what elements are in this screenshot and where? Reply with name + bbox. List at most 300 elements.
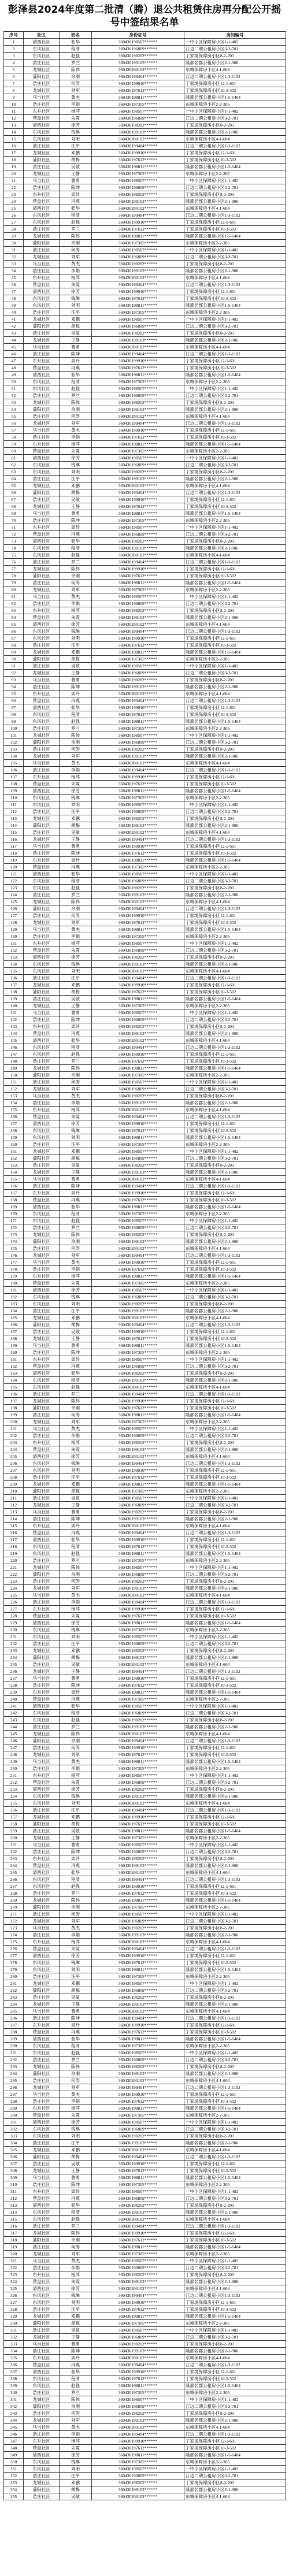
cell-room-number: 丁家垅保障房小区12-1-601 — [184, 1328, 286, 1335]
table-row — [4, 1044, 286, 1051]
cell-index: 72 — [4, 531, 24, 538]
cell-community: 浩庄社区 — [24, 975, 60, 982]
cell-name: 曹勇 — [60, 1009, 92, 1016]
cell-community: 东风社区 — [24, 385, 60, 392]
cell-id-number: 360430197305****** — [92, 864, 184, 871]
cell-community: 蒲阳社区 — [24, 240, 60, 247]
cell-name: 钱琳 — [60, 961, 92, 968]
cell-name: 李娟 — [60, 1100, 92, 1107]
cell-name: 徐芳 — [60, 1453, 92, 1460]
cell-id-number: 360430199404****** — [92, 2084, 184, 2091]
cell-name: 余刚 — [60, 2403, 92, 2410]
cell-id-number: 360430198202****** — [92, 1717, 184, 1724]
cell-id-number: 360430198811****** — [92, 2313, 184, 2320]
table-row — [4, 2410, 286, 2417]
cell-name: 余刚 — [60, 2237, 92, 2244]
table-row — [4, 2001, 286, 2008]
cell-community: 东升社区 — [24, 191, 60, 198]
cell-index: 229 — [4, 1620, 24, 1627]
table-row — [4, 1543, 286, 1550]
cell-name: 胡梅 — [60, 1821, 92, 1828]
cell-id-number: 360430199103****** — [92, 2417, 184, 2424]
cell-name: 赵强 — [60, 219, 92, 226]
cell-room-number: 隆都名郡公租房小区2-1-906 — [184, 406, 286, 413]
table-row — [4, 1592, 286, 1599]
cell-room-number: 丁家垅保障房小区8-2-203 — [184, 1509, 286, 1516]
cell-index: 298 — [4, 2098, 24, 2105]
cell-name: 黄杰 — [60, 427, 92, 434]
table-row — [4, 600, 286, 607]
cell-community: 营盘社区 — [24, 2445, 60, 2452]
table-row — [4, 2195, 286, 2202]
cell-community: 东升社区 — [24, 1023, 60, 1030]
cell-community: 营盘社区 — [24, 198, 60, 205]
cell-room-number: 东城保障房小区2-2-305 — [184, 656, 286, 663]
cell-room-number: 隆都名郡公租房小区2-1-906 — [184, 2070, 286, 2077]
table-row — [4, 1696, 286, 1703]
cell-community: 浩庄社区 — [24, 2223, 60, 2230]
cell-id-number: 360430198507****** — [92, 1564, 184, 1571]
cell-id-number: 360430199910****** — [92, 1120, 184, 1127]
table-row — [4, 1807, 286, 1814]
table-row — [4, 2008, 286, 2015]
cell-name: 罗兰 — [60, 226, 92, 233]
cell-room-number: 隆都名郡公租房小区2-1-906 — [184, 1238, 286, 1245]
cell-community: 蒲阳社区 — [24, 1987, 60, 1994]
cell-community: 东升社区 — [24, 358, 60, 365]
cell-index: 157 — [4, 1120, 24, 1127]
cell-community: 龙城社区 — [24, 1502, 60, 1509]
table-row — [4, 2119, 286, 2126]
cell-room-number: 隆都名郡公租房小区1-5-1404 — [184, 857, 286, 864]
cell-index: 115 — [4, 829, 24, 836]
table-row — [4, 1252, 286, 1259]
cell-id-number: 360430196809****** — [92, 254, 184, 261]
cell-index: 323 — [4, 2271, 24, 2278]
table-row — [4, 767, 286, 774]
cell-community: 东升社区 — [24, 1190, 60, 1197]
cell-id-number: 360430199103****** — [92, 2348, 184, 2355]
cell-room-number: 隆都名郡公租房小区2-1-906 — [184, 476, 286, 482]
table-row — [4, 1238, 286, 1245]
cell-index: 11 — [4, 108, 24, 115]
table-row — [4, 198, 286, 205]
cell-id-number: 360430197612****** — [92, 365, 184, 372]
table-row — [4, 1772, 286, 1779]
cell-room-number: 东城保障房小区4-1-604 — [184, 1037, 286, 1044]
cell-community: 马当社区 — [24, 760, 60, 767]
cell-id-number: 360430198202****** — [92, 122, 184, 129]
cell-name: 黄杰 — [60, 593, 92, 600]
cell-index: 167 — [4, 1190, 24, 1197]
table-row — [4, 2265, 286, 2271]
cell-id-number: 360430200102****** — [92, 66, 184, 73]
cell-community: 龙城社区 — [24, 1315, 60, 1322]
cell-room-number: 东城保障房小区4-1-604 — [184, 66, 286, 73]
table-row — [4, 718, 286, 725]
cell-room-number: 丁家垅保障房小区8-2-203 — [184, 53, 286, 60]
cell-community: 浩庄社区 — [24, 1724, 60, 1731]
table-row — [4, 2348, 286, 2355]
cell-name: 汪平 — [60, 2140, 92, 2147]
cell-id-number: 360430200102****** — [92, 691, 184, 697]
cell-name: 余刚 — [60, 73, 92, 80]
cell-index: 328 — [4, 2306, 24, 2313]
cell-index: 199 — [4, 1412, 24, 1419]
cell-name: 曹勇 — [60, 677, 92, 684]
cell-community: 东风社区 — [24, 1294, 60, 1301]
cell-community: 龙城社区 — [24, 2084, 60, 2091]
cell-community: 蒲阳社区 — [24, 323, 60, 330]
cell-room-number: 隆都名郡公租房小区1-5-1404 — [184, 1342, 286, 1349]
cell-room-number: 丁家垅保障房小区12-1-601 — [184, 1883, 286, 1890]
cell-community: 马当社区 — [24, 1426, 60, 1432]
cell-community: 龙城社区 — [24, 2417, 60, 2424]
cell-name: 吴敏 — [60, 1994, 92, 2001]
table-row — [4, 1523, 286, 1530]
cell-id-number: 360430198202****** — [92, 1925, 184, 1932]
cell-index: 66 — [4, 489, 24, 496]
cell-index: 188 — [4, 1335, 24, 1342]
table-row — [4, 1432, 286, 1439]
cell-community: 马当社区 — [24, 2174, 60, 2181]
cell-community: 马当社区 — [24, 2091, 60, 2098]
cell-index: 101 — [4, 732, 24, 739]
cell-room-number: 江边二期公租房小区1-3-1102 — [184, 2015, 286, 2022]
cell-room-number: 隆都名郡公租房小区1-5-1404 — [184, 649, 286, 656]
cell-name: 刘明 — [60, 302, 92, 309]
cell-room-number: 江边二期公租房小区1-3-1102 — [184, 1946, 286, 1953]
cell-index: 320 — [4, 2251, 24, 2258]
cell-id-number: 360430197612****** — [92, 226, 184, 233]
cell-community: 龙城社区 — [24, 1252, 60, 1259]
cell-community: 浩庄社区 — [24, 330, 60, 337]
table-row — [4, 1779, 286, 1786]
cell-index: 165 — [4, 1176, 24, 1183]
cell-community: 蒲阳社区 — [24, 989, 60, 996]
cell-index: 322 — [4, 2265, 24, 2271]
cell-community: 浩庄社区 — [24, 2348, 60, 2355]
cell-community: 浩庄社区 — [24, 1973, 60, 1980]
table-row — [4, 2154, 286, 2161]
cell-id-number: 360430197305****** — [92, 170, 184, 177]
cell-id-number: 360430197612****** — [92, 1959, 184, 1966]
cell-id-number: 360430198811****** — [92, 94, 184, 101]
table-row — [4, 2216, 286, 2223]
cell-id-number: 360430196809****** — [92, 1224, 184, 1231]
cell-name: 冯燕 — [60, 1862, 92, 1869]
cell-room-number: 隆都名郡公租房小区2-1-906 — [184, 1516, 286, 1523]
cell-index: 355 — [4, 2493, 24, 2500]
cell-community: 东升社区 — [24, 1939, 60, 1946]
cell-community: 浩庄社区 — [24, 2015, 60, 2022]
table-row — [4, 226, 286, 233]
table-row — [4, 372, 286, 378]
cell-room-number: 江边二期公租房小区1-3-1102 — [184, 143, 286, 150]
table-row — [4, 2341, 286, 2348]
cell-community: 东风社区 — [24, 2382, 60, 2389]
cell-name: 黄杰 — [60, 1592, 92, 1599]
cell-name: 刘军 — [60, 1585, 92, 1592]
cell-index: 206 — [4, 1460, 24, 1467]
cell-id-number: 360430198811****** — [92, 302, 184, 309]
cell-community: 蒲阳社区 — [24, 1738, 60, 1744]
cell-id-number: 360430199103****** — [92, 1793, 184, 1800]
table-row — [4, 1280, 286, 1287]
cell-community: 东升社区 — [24, 1772, 60, 1779]
cell-id-number: 360430200102****** — [92, 205, 184, 212]
cell-room-number: 东城保障房小区4-1-604 — [184, 691, 286, 697]
cell-id-number: 360430197305****** — [92, 1141, 184, 1148]
cell-index: 38 — [4, 295, 24, 302]
cell-index: 6 — [4, 73, 24, 80]
cell-index: 201 — [4, 1426, 24, 1432]
cell-id-number: 360430198507****** — [92, 177, 184, 184]
cell-index: 52 — [4, 392, 24, 399]
cell-name: 曹勇 — [60, 2341, 92, 2348]
cell-name: 刘明 — [60, 136, 92, 143]
cell-name: 朱霞 — [60, 1613, 92, 1620]
cell-room-number: 江边二期公租房小区3-2-701 — [184, 739, 286, 746]
cell-index: 64 — [4, 476, 24, 482]
cell-index: 247 — [4, 1744, 24, 1751]
cell-room-number: 隆都名郡公租房小区1-5-1404 — [184, 788, 286, 795]
table-row — [4, 1488, 286, 1495]
cell-id-number: 360430199404****** — [92, 836, 184, 843]
cell-room-number: 隆都名郡公租房小区2-1-906 — [184, 614, 286, 621]
cell-community: 蒲阳社区 — [24, 2486, 60, 2493]
cell-id-number: 360430199910****** — [92, 1744, 184, 1751]
cell-community: 清西社区 — [24, 1869, 60, 1876]
table-row — [4, 580, 286, 587]
cell-name: 刘军 — [60, 587, 92, 593]
cell-room-number: 江边二期公租房小区1-3-1102 — [184, 905, 286, 912]
table-row — [4, 1412, 286, 1419]
table-row — [4, 2278, 286, 2285]
cell-room-number: 隆都名郡公租房小区2-1-906 — [184, 1030, 286, 1037]
table-row — [4, 947, 286, 954]
cell-index: 290 — [4, 2043, 24, 2050]
cell-community: 浩庄社区 — [24, 892, 60, 899]
cell-index: 172 — [4, 1224, 24, 1231]
cell-id-number: 360430197612****** — [92, 2306, 184, 2313]
cell-room-number: 丁家垅保障房小区10-3-502 — [184, 1127, 286, 1134]
cell-community: 蒲阳社区 — [24, 1821, 60, 1828]
cell-id-number: 360430198811****** — [92, 788, 184, 795]
cell-name: 何涛 — [60, 2244, 92, 2251]
cell-community: 龙城社区 — [24, 2001, 60, 2008]
cell-index: 37 — [4, 288, 24, 295]
table-row — [4, 864, 286, 871]
cell-index: 51 — [4, 385, 24, 392]
cell-index: 284 — [4, 2001, 24, 2008]
cell-index: 22 — [4, 184, 24, 191]
cell-index: 286 — [4, 2015, 24, 2022]
cell-id-number: 360430199103****** — [92, 753, 184, 760]
cell-name: 邓鹏 — [60, 2313, 92, 2320]
cell-room-number: 东城保障房小区2-2-305 — [184, 1141, 286, 1148]
cell-room-number: 东城保障房小区4-1-604 — [184, 552, 286, 559]
cell-community: 浩庄社区 — [24, 1807, 60, 1814]
cell-id-number: 360430200102****** — [92, 136, 184, 143]
cell-id-number: 360430197612****** — [92, 1821, 184, 1828]
cell-id-number: 360430198811****** — [92, 233, 184, 240]
cell-id-number: 360430197305****** — [92, 1904, 184, 1911]
table-row — [4, 39, 286, 46]
cell-name: 邓鹏 — [60, 815, 92, 822]
cell-id-number: 360430198507****** — [92, 801, 184, 808]
table-row — [4, 2375, 286, 2382]
cell-name: 周玲 — [60, 1023, 92, 1030]
cell-id-number: 360430198202****** — [92, 399, 184, 406]
cell-id-number: 360430199103****** — [92, 2140, 184, 2147]
cell-name: 冯燕 — [60, 1363, 92, 1370]
cell-community: 清西社区 — [24, 2202, 60, 2209]
cell-index: 252 — [4, 1779, 24, 1786]
cell-name: 余刚 — [60, 1738, 92, 1744]
cell-index: 27 — [4, 219, 24, 226]
cell-name: 徐芳 — [60, 1786, 92, 1793]
cell-room-number: 一中小区保障房小区1-1-402 — [184, 801, 286, 808]
cell-community: 龙城社区 — [24, 1231, 60, 1238]
cell-room-number: 丁家垅保障房小区10-3-502 — [184, 226, 286, 233]
cell-room-number: 一中小区保障房小区1-1-402 — [184, 524, 286, 531]
cell-room-number: 东城保障房小区2-2-305 — [184, 2320, 286, 2327]
cell-room-number: 江边二期公租房小区3-2-701 — [184, 115, 286, 122]
cell-name: 赵强 — [60, 1051, 92, 1058]
cell-name: 程清 — [60, 2043, 92, 2050]
table-row — [4, 989, 286, 996]
cell-community: 浩庄社区 — [24, 1328, 60, 1335]
cell-id-number: 360430196809****** — [92, 1640, 184, 1647]
cell-room-number: 东城保障房小区4-1-604 — [184, 1107, 286, 1113]
cell-id-number: 360430196809****** — [92, 462, 184, 469]
cell-community: 清西社区 — [24, 1953, 60, 1959]
table-row — [4, 108, 286, 115]
cell-name: 程清 — [60, 711, 92, 718]
cell-room-number: 丁家垅保障房小区8-2-203 — [184, 261, 286, 268]
cell-name: 刘明 — [60, 801, 92, 808]
cell-index: 159 — [4, 1134, 24, 1141]
cell-id-number: 360430199103****** — [92, 2070, 184, 2077]
cell-index: 90 — [4, 656, 24, 663]
cell-room-number: 一中小区保障房小区1-1-402 — [184, 316, 286, 323]
table-row — [4, 2147, 286, 2154]
cell-id-number: 360430199404****** — [92, 905, 184, 912]
cell-id-number: 360430200102****** — [92, 2147, 184, 2154]
cell-id-number: 360430198202****** — [92, 1301, 184, 1308]
cell-id-number: 360430197305****** — [92, 1419, 184, 1426]
cell-community: 东风社区 — [24, 628, 60, 635]
cell-name: 吴敏 — [60, 1661, 92, 1668]
cell-community: 营盘社区 — [24, 1946, 60, 1953]
cell-index: 348 — [4, 2445, 24, 2452]
table-row — [4, 2029, 286, 2036]
cell-room-number: 隆都名郡公租房小区1-5-1404 — [184, 1966, 286, 1973]
cell-name: 黄杰 — [60, 760, 92, 767]
cell-room-number: 丁家垅保障房小区10-3-502 — [184, 711, 286, 718]
cell-room-number: 一中小区保障房小区1-1-402 — [184, 1634, 286, 1640]
table-row — [4, 1342, 286, 1349]
table-row — [4, 281, 286, 288]
cell-id-number: 360430199103****** — [92, 822, 184, 829]
cell-community: 浩庄社区 — [24, 2306, 60, 2313]
cell-index: 65 — [4, 482, 24, 489]
cell-community: 蒲阳社区 — [24, 1155, 60, 1162]
table-row — [4, 1384, 286, 1391]
cell-community: 营盘社区 — [24, 1113, 60, 1120]
cell-room-number: 隆都名郡公租房小区2-1-906 — [184, 2209, 286, 2216]
table-row — [4, 205, 286, 212]
table-row — [4, 1426, 286, 1432]
cell-id-number: 360430198202****** — [92, 1647, 184, 1654]
cell-index: 193 — [4, 1370, 24, 1377]
cell-name: 张华 — [60, 372, 92, 378]
cell-id-number: 360430197612****** — [92, 711, 184, 718]
cell-community: 浩庄社区 — [24, 1578, 60, 1585]
table-row — [4, 1731, 286, 1738]
cell-room-number: 江边二期公租房小区3-2-701 — [184, 1640, 286, 1647]
cell-index: 36 — [4, 281, 24, 288]
cell-name: 程清 — [60, 1876, 92, 1883]
cell-community: 龙城社区 — [24, 1731, 60, 1738]
cell-name: 邓鹏 — [60, 649, 92, 656]
table-row — [4, 1550, 286, 1557]
cell-community: 清西社区 — [24, 538, 60, 545]
table-row — [4, 1675, 286, 1682]
cell-community: 浩庄社区 — [24, 1224, 60, 1231]
cell-community: 龙城社区 — [24, 2480, 60, 2486]
cell-community: 蒲阳社区 — [24, 489, 60, 496]
cell-room-number: 隆都名郡公租房小区2-1-906 — [184, 684, 286, 691]
cell-room-number: 江边二期公租房小区3-2-701 — [184, 1710, 286, 1717]
table-row — [4, 503, 286, 510]
cell-community: 蒲阳社区 — [24, 656, 60, 663]
table-row — [4, 1842, 286, 1849]
cell-index: 278 — [4, 1959, 24, 1966]
table-row — [4, 288, 286, 295]
cell-index: 89 — [4, 649, 24, 656]
cell-index: 40 — [4, 309, 24, 316]
cell-name: 刘军 — [60, 1751, 92, 1758]
table-row — [4, 1009, 286, 1016]
cell-id-number: 360430197305****** — [92, 2181, 184, 2188]
cell-community: 浩庄社区 — [24, 559, 60, 566]
cell-community: 浩庄社区 — [24, 1349, 60, 1356]
cell-name: 汪平 — [60, 476, 92, 482]
cell-community: 浩庄社区 — [24, 268, 60, 274]
cell-community: 营盘社区 — [24, 1779, 60, 1786]
cell-id-number: 360430198507****** — [92, 1287, 184, 1294]
cell-name: 曹勇 — [60, 1342, 92, 1349]
table-row — [4, 1218, 286, 1224]
cell-id-number: 360430199404****** — [92, 143, 184, 150]
table-row — [4, 1953, 286, 1959]
cell-index: 204 — [4, 1446, 24, 1453]
table-row — [4, 122, 286, 129]
table-row — [4, 87, 286, 94]
cell-name: 罗兰 — [60, 1391, 92, 1398]
cell-id-number: 360430197612****** — [92, 2098, 184, 2105]
cell-id-number: 360430196809****** — [92, 600, 184, 607]
cell-room-number: 东城保障房小区4-1-604 — [184, 2216, 286, 2223]
table-row — [4, 392, 286, 399]
table-row — [4, 1079, 286, 1086]
cell-index: 148 — [4, 1058, 24, 1065]
table-row — [4, 1120, 286, 1127]
cell-name: 罗兰 — [60, 2223, 92, 2230]
cell-id-number: 360430198507****** — [92, 1842, 184, 1849]
